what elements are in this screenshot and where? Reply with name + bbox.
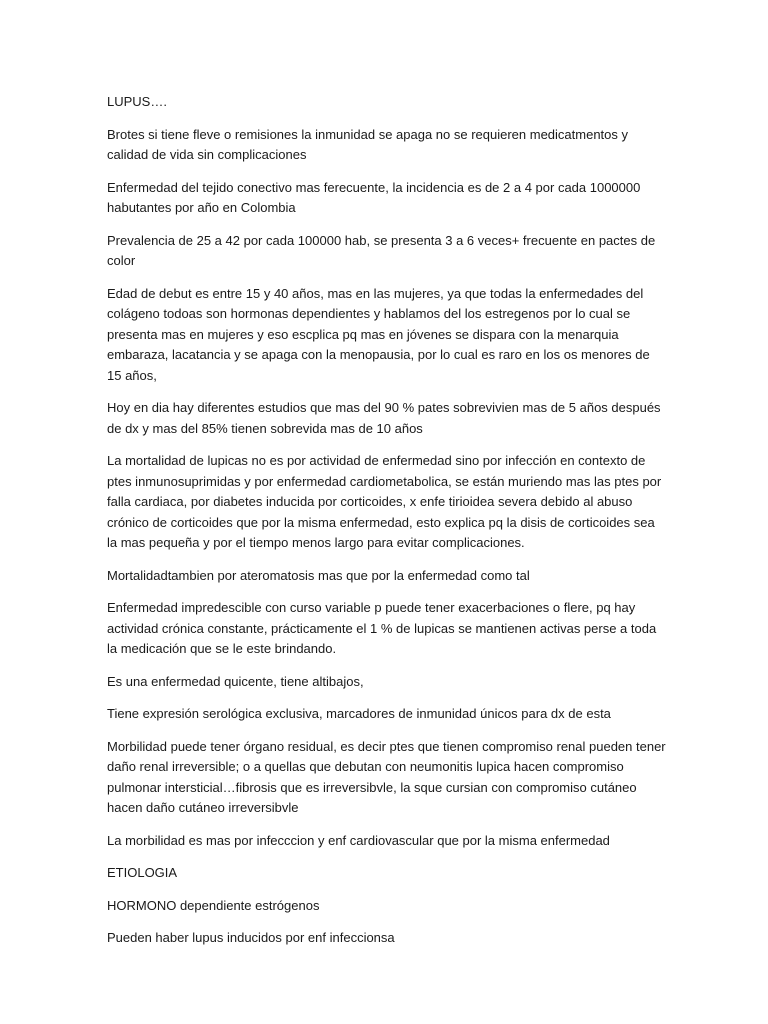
paragraph: Tiene expresión serológica exclusiva, marcadores de inmunidad únicos para dx de esta [107,706,611,721]
paragraph: Enfermedad impredescible con curso variable p puede tener exacerbaciones o flere, pq hay actividad crónica constante, prácticamente el 1 % de lupicas se mantienen activas perse a toda la medicación que se le este brindando. [107,600,657,656]
paragraph: Es una enfermedad quicente, tiene altibajos, [107,673,364,689]
document-heading: LUPUS…. [107,94,167,109]
paragraph: Brotes si tiene fleve o remisiones la inmunidad se apaga no se requieren medicatmentos y calidad de vida sin complicaciones [107,126,629,162]
paragraph: Pueden haber lupus inducidos por enf infeccionsa [107,930,395,945]
paragraph: Mortalidadtambien por ateromatosis mas que por la enfermedad como tal [107,567,530,583]
section-heading: ETIOLOGIA [107,865,178,880]
paragraph: Edad de debut es entre 15 y 40 años, mas en las mujeres, ya que todas la enfermedades del colágeno todoas son hormonas dependientes y hablamos del los estregenos por lo cual se presenta mas en mujeres y eso escplica pq mas en jóvenes se dispara con la menarquia embaraza, lacatancia y se apaga con la menopausia, por lo cual es raro en los os menores de 15 años, [107,285,650,383]
paragraph: Morbilidad puede tener órgano residual, es decir ptes que tienen compromiso renal pueden tener daño renal irreversible; o a quellas que debutan con neumonitis lupica hacen compromiso pulmonar intersticial…fibrosis que es irreversibvle, la sque cursian con compromiso cutáneo hacen daño cutáneo irreversibvle [107,738,666,815]
document-body [107,92,667,961]
paragraph: La morbilidad es mas por infecccion y enf cardiovascular que por la misma enfermedad [107,832,610,848]
paragraph: Enfermedad del tejido conectivo mas ferecuente, la incidencia es de 2 a 4 por cada 1000000 habutantes por año en Colombia [107,179,641,215]
paragraph: Prevalencia de 25 a 42 por cada 100000 hab, se presenta 3 a 6 veces+ frecuente en pactes de color [107,232,656,268]
paragraph: Hoy en dia hay diferentes estudios que mas del 90 % pates sobrevivien mas de 5 años después de dx y mas del 85% tienen sobrevida mas de 10 años [107,400,661,436]
paragraph: HORMONO dependiente estrógenos [107,897,320,913]
paragraph: La mortalidad de lupicas no es por actividad de enfermedad sino por infección en contexto de ptes inmunosuprimidas y por enfermedad cardiometabolica, se están muriendo mas las ptes por falla cardiaca, por diabetes inducida por corticoides, x enfe tirioidea severa debido al abuso crónico de corticoides que por la misma enfermedad, esto explica pq la disis de corticoides sea la mas pequeña y por el tiempo menos largo para evitar complicaciones. [107,453,662,550]
